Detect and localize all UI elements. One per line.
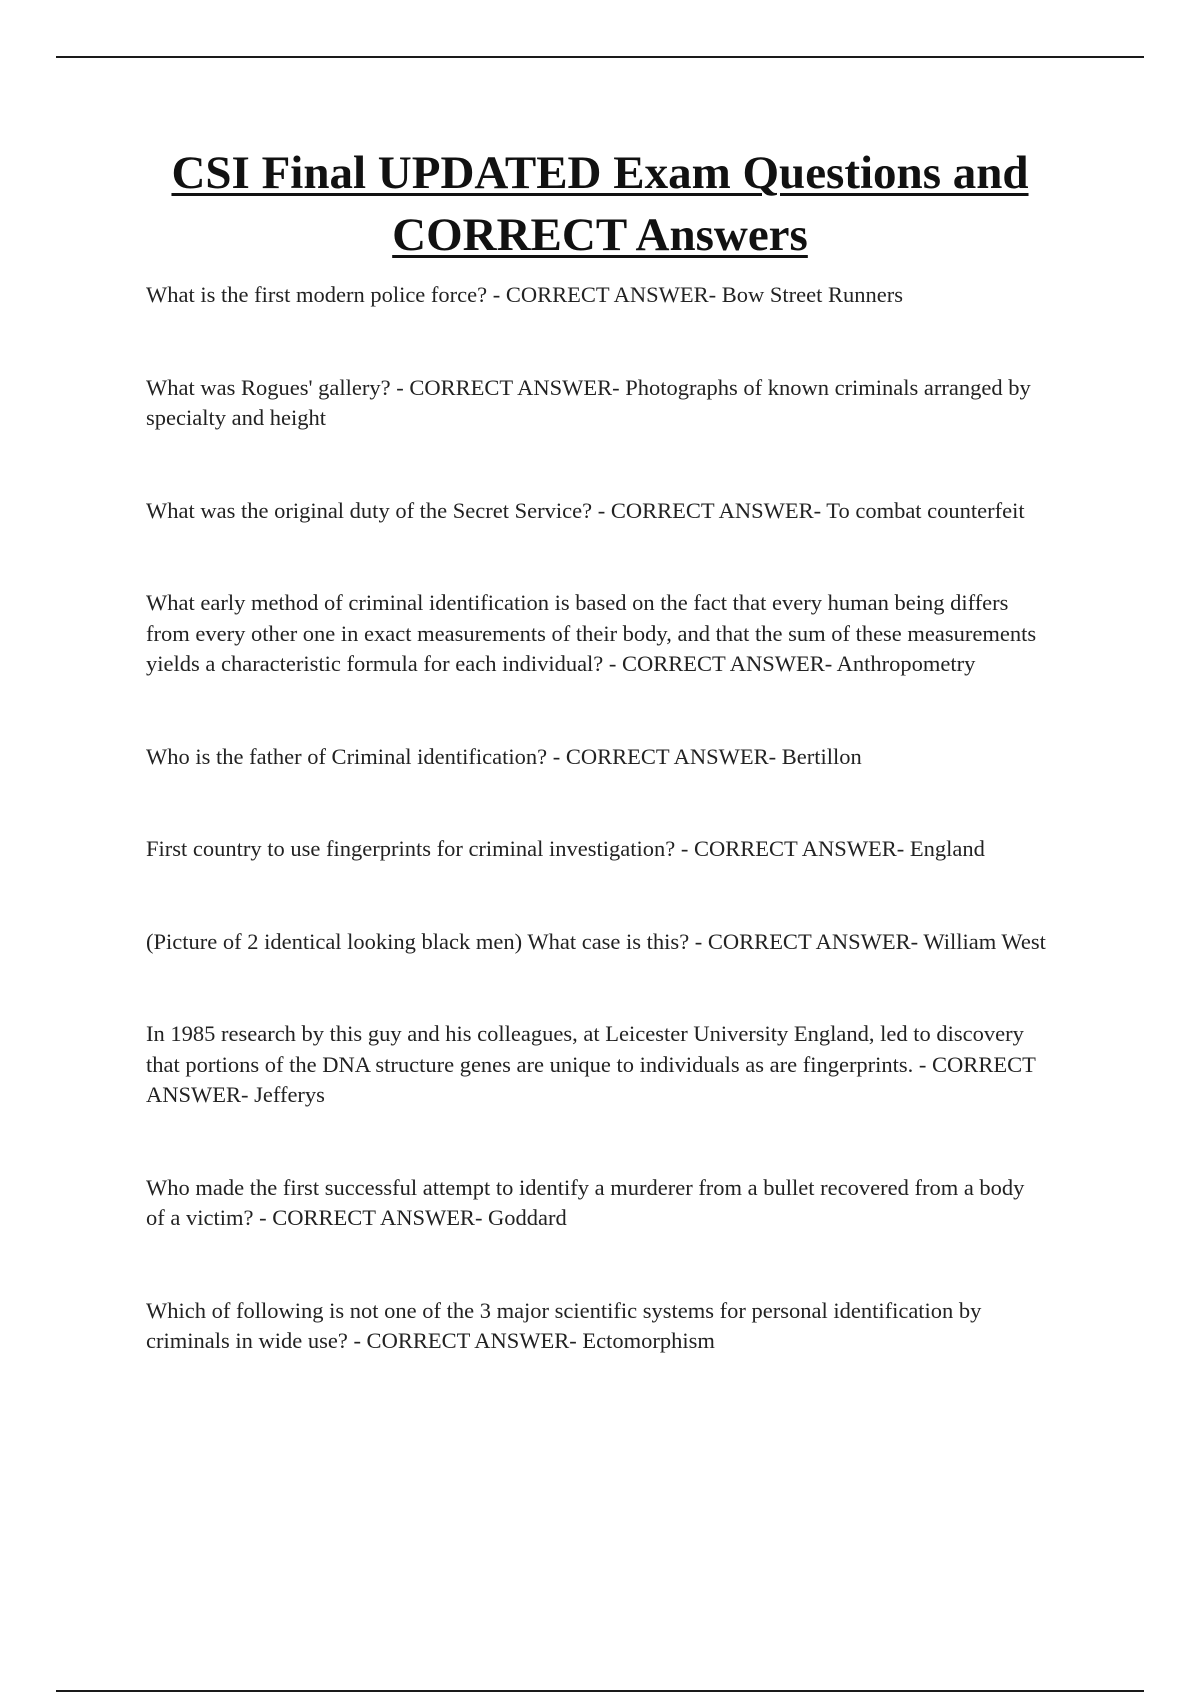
qa-item: What was Rogues' gallery? - CORRECT ANSWER- Photographs of known criminals arranged by specialty and height xyxy=(146,374,1031,430)
qa-item: In 1985 research by this guy and his colleagues, at Leicester University England, led to discovery that portions of the DNA structure genes are unique to individuals as are fingerprints. - CORRECT ANSWER- Jefferys xyxy=(146,1021,1036,1107)
qa-item: Which of following is not one of the 3 major scientific systems for personal identification by criminals in wide use? - CORRECT ANSWER- Ectomorphism xyxy=(146,1297,982,1353)
page-title xyxy=(100,142,1100,266)
qa-item: Who made the first successful attempt to identify a murderer from a bullet recovered from a body of a victim? - CORRECT ANSWER- Goddard xyxy=(146,1174,1025,1230)
qa-item: What is the first modern police force? - CORRECT ANSWER- Bow Street Runners xyxy=(146,282,903,307)
qa-item: (Picture of 2 identical looking black men) What case is this? - CORRECT ANSWER- William West xyxy=(146,928,1046,954)
footer-rule xyxy=(56,1690,1144,1692)
qa-item: What was the original duty of the Secret Service? - CORRECT ANSWER- To combat counterfeit xyxy=(146,497,1025,523)
qa-item: Who is the father of Criminal identification? - CORRECT ANSWER- Bertillon xyxy=(146,743,862,769)
header-rule xyxy=(56,56,1144,58)
qa-item: First country to use fingerprints for criminal investigation? - CORRECT ANSWER- England xyxy=(146,836,985,861)
qa-list xyxy=(146,280,1046,1419)
qa-item: What early method of criminal identification is based on the fact that every human being differs from every other one in exact measurements of their body, and that the sum of these measurements yields a characteristic formula for each individual? - CORRECT ANSWER- Anthropometry xyxy=(146,590,1037,676)
page-title-line1: CSI Final UPDATED Exam Questions and xyxy=(171,147,1029,199)
page-title-line2: CORRECT Answers xyxy=(392,209,808,261)
